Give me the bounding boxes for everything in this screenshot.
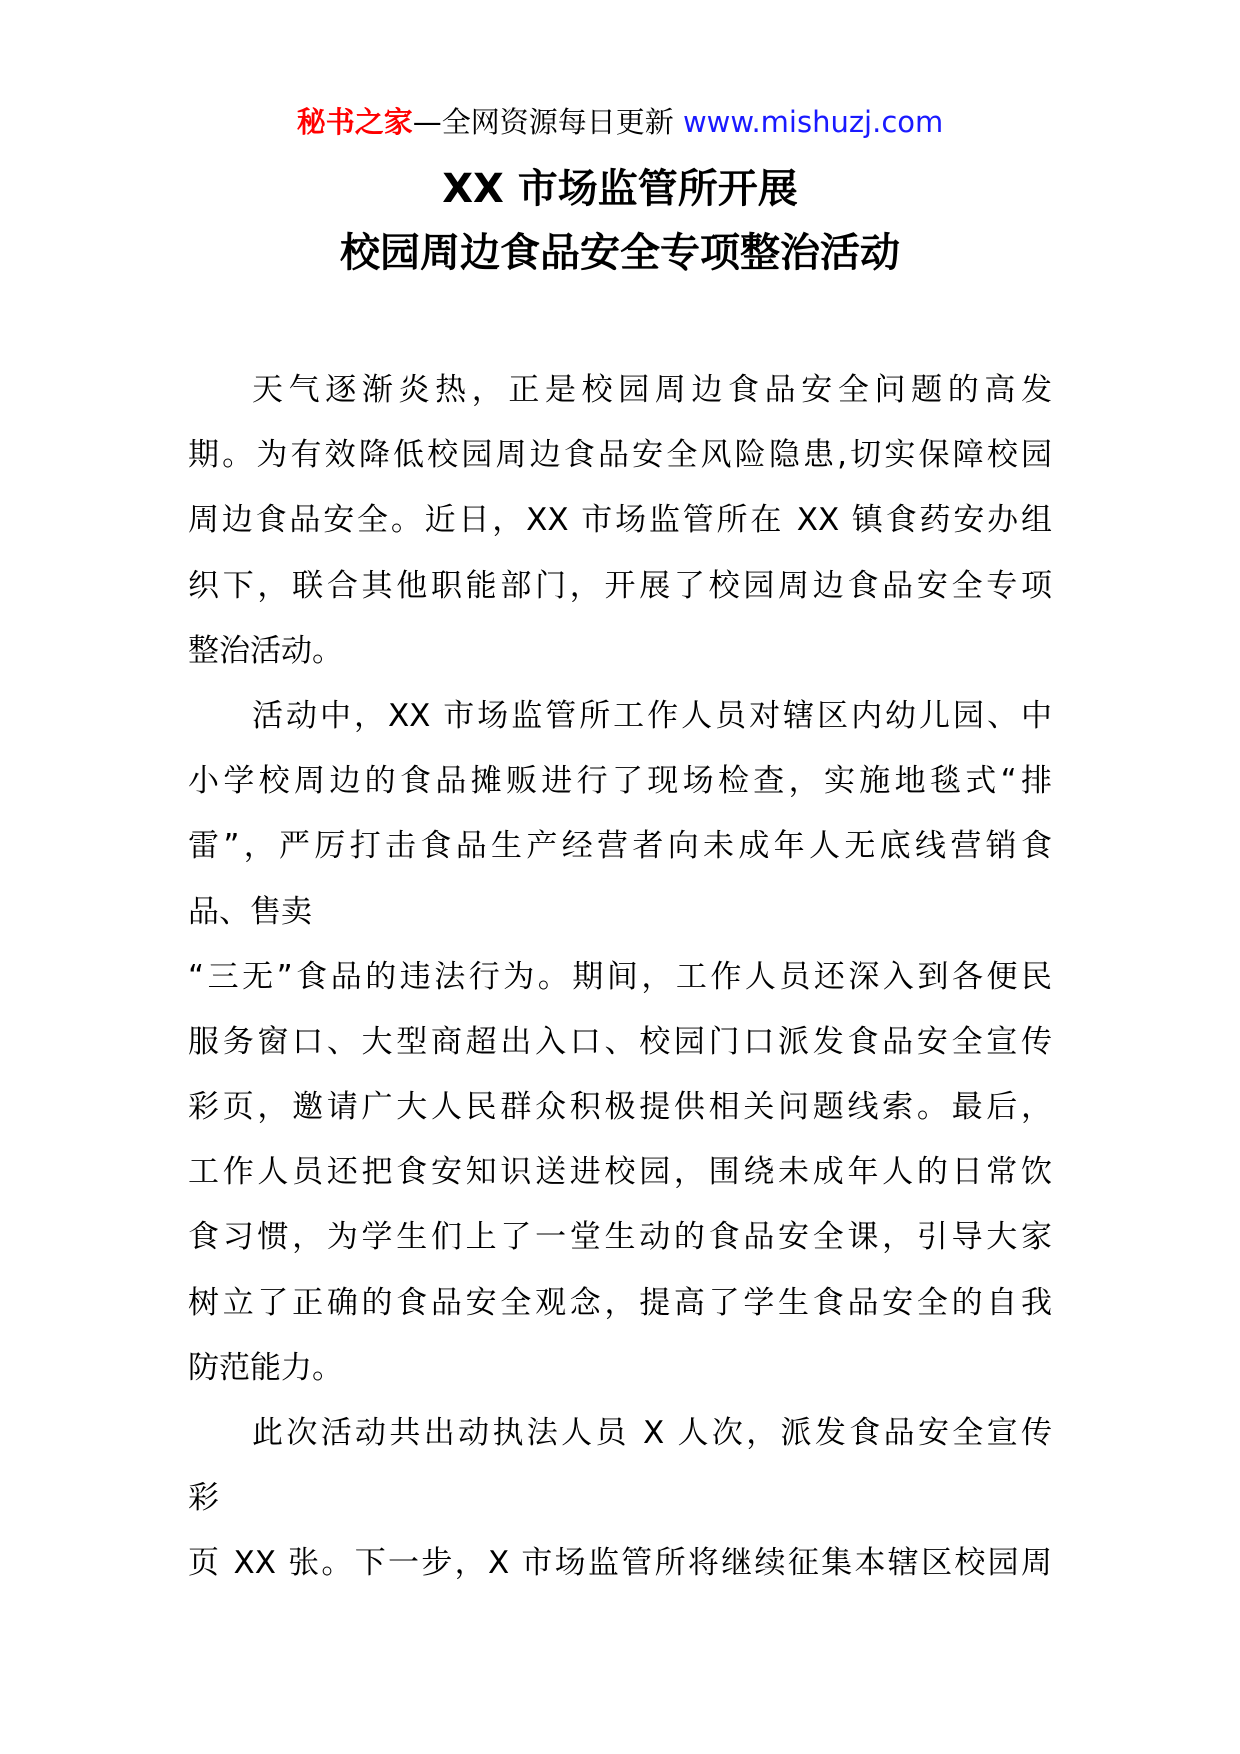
site-tagline: —全网资源每日更新 — [412, 105, 674, 139]
body-line: “三无”食品的违法行为。期间，工作人员还深入到各便民 — [188, 958, 1052, 995]
document-title-line-2: 校园周边食品安全专项整治活动 — [340, 230, 900, 276]
brand-name: 秘书之家 — [296, 105, 413, 139]
site-url-link[interactable]: www.mishuzj.com — [682, 105, 944, 139]
body-line: 此次活动共出动执法人员 X 人次，派发食品安全宣传 — [252, 1415, 1052, 1451]
body-line: 周边食品安全。近日，XX 市场监管所在 XX 镇食药安办组 — [188, 502, 1052, 539]
article-body — [188, 358, 1052, 1597]
body-line: 雷”，严厉打击食品生产经营者向未成年人无底线营销食 — [188, 828, 1052, 865]
site-header — [0, 100, 1240, 144]
body-line: 服务窗口、大型商超出入口、校园门口派发食品安全宣传 — [188, 1023, 1052, 1060]
body-line: 天气逐渐炎热，正是校园周边食品安全问题的高发 — [252, 372, 1052, 408]
body-line: 期。为有效降低校园周边食品安全风险隐患,切实保障校园 — [188, 437, 1052, 474]
body-line: 整治活动。 — [188, 632, 343, 669]
body-line: 页 XX 张。下一步，X 市场监管所将继续征集本辖区校园周 — [188, 1545, 1052, 1582]
body-line: 工作人员还把食安知识送进校园，围绕未成年人的日常饮 — [188, 1154, 1052, 1191]
body-line: 品、售卖 — [188, 893, 312, 930]
body-line: 防范能力。 — [188, 1349, 343, 1386]
body-line: 树立了正确的食品安全观念，提高了学生食品安全的自我 — [188, 1284, 1052, 1321]
body-line: 织下，联合其他职能部门，开展了校园周边食品安全专项 — [188, 567, 1052, 604]
body-line: 彩 — [188, 1480, 219, 1517]
body-line: 食习惯，为学生们上了一堂生动的食品安全课，引导大家 — [188, 1219, 1052, 1256]
body-line: 小学校周边的食品摊贩进行了现场检查，实施地毯式“排 — [188, 763, 1052, 800]
body-line: 活动中，XX 市场监管所工作人员对辖区内幼儿园、中 — [252, 697, 1052, 734]
body-line: 彩页，邀请广大人民群众积极提供相关问题线索。最后， — [188, 1089, 1052, 1126]
document-title-line-1: XX 市场监管所开展 — [442, 166, 798, 212]
